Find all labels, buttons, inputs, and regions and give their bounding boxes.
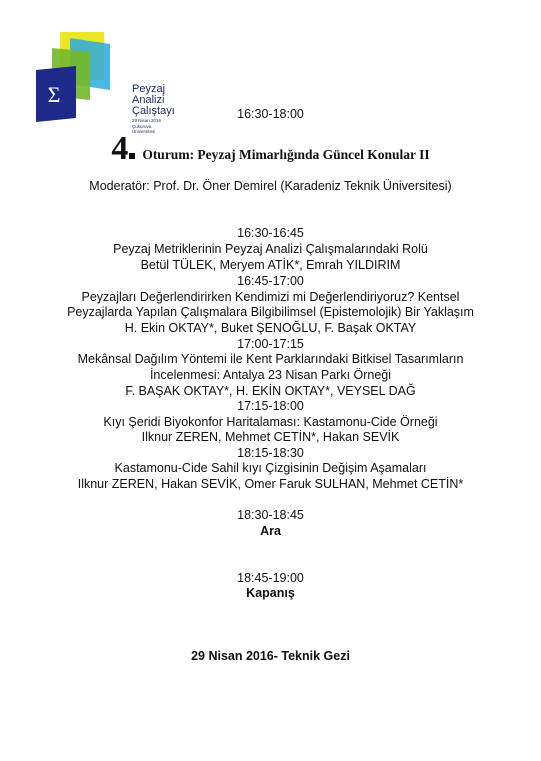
field-trip-heading: 29 Nisan 2016- Teknik Gezi	[191, 649, 350, 663]
talk-time: 18:15-18:30	[237, 446, 304, 460]
talk-title-line: Peyzajlarda Yapılan Çalışmalara Bilgibilimsel (Epistemolojik) Bir Yaklaşım	[67, 305, 474, 319]
sigma-icon: Σ	[47, 82, 61, 107]
logo-line3: Çalıştayı	[132, 105, 175, 117]
talk-time: 16:30-16:45	[237, 226, 304, 240]
talk-title-line: İncelenmesi: Antalya 23 Nisan Parkı Örneği	[149, 368, 392, 382]
talk-authors: F. BAŞAK OKTAY*, H. EKİN OKTAY*, VEYSEL DAĞ	[125, 384, 416, 398]
closing-time: 18:45-19:00	[237, 571, 304, 585]
break-label: Ara	[260, 524, 281, 538]
session-time: 16:30-18:00	[237, 107, 304, 121]
talk-time: 16:45-17:00	[237, 274, 304, 288]
talk-authors: Ilknur ZEREN, Mehmet CETİN*, Hakan SEVİK	[141, 430, 400, 444]
session-bullet	[129, 153, 135, 159]
logo-sub2: Çukurova Üniversitesi	[132, 124, 156, 135]
talk-title-line: Mekânsal Dağılım Yöntemi ile Kent Parklarındaki Bitkisel Tasarımların	[77, 352, 464, 366]
talk-title-line: Kastamonu-Cide Sahil kıyı Çizgisinin Değişim Aşamaları	[114, 461, 427, 475]
logo-sub1: 29 Nisan 2016	[132, 118, 162, 123]
session-number: 4	[111, 130, 129, 167]
break-time: 18:30-18:45	[237, 508, 304, 522]
talk-authors: H. Ekin OKTAY*, Buket ŞENOĞLU, F. Başak OKTAY	[124, 321, 417, 335]
talk-title-line: Peyzajları Değerlendirirken Kendimizi mi Değerlendiriyoruz? Kentsel	[81, 290, 460, 304]
logo-line1: Peyzaj	[132, 83, 166, 95]
talk-authors: Betül TÜLEK, Meryem ATİK*, Emrah YILDIRIM	[140, 258, 401, 272]
session-heading	[0, 130, 541, 168]
talk-title-line: Peyzaj Metriklerinin Peyzaj Analizi Çalışmalarındaki Rolü	[113, 242, 428, 256]
logo-line2: Analizi	[132, 94, 165, 106]
session-moderator: Moderatör: Prof. Dr. Öner Demirel (Karadeniz Teknik Üniversitesi)	[89, 179, 452, 193]
talk-title-line: Kıyı Şeridi Biyokonfor Haritalaması: Kastamonu-Cide Örneği	[103, 415, 438, 429]
talk-time: 17:00-17:15	[237, 337, 304, 351]
talk-authors: Ilknur ZEREN, Hakan SEVİK, Omer Faruk SULHAN, Mehmet CETİN*	[77, 477, 464, 491]
session-title: Oturum: Peyzaj Mimarlığında Güncel Konular II	[142, 147, 430, 162]
talk-time: 17:15-18:00	[237, 399, 304, 413]
closing-label: Kapanış	[246, 586, 295, 600]
